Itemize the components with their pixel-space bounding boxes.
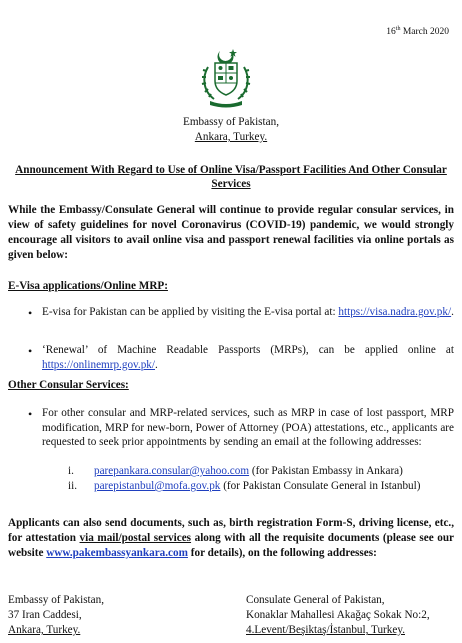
list-item: For other consular and MRP-related services, such as MRP in case of lost passport, MRP modification, MRP for new-born, Power of Attorney (POA) attestations, etc., applicants are requested to seek prior appointments by sending an email at the following addresses:: [42, 407, 454, 449]
section-title-evisa: E-Visa applications/Online MRP:: [8, 280, 168, 292]
email-number: ii.: [68, 480, 78, 492]
list-item: ‘Renewal’ of Machine Readable Passports (MRPs), can be applied online at https://onlinemrp.gov.pk/.: [42, 344, 454, 371]
section-title-consular: Other Consular Services:: [8, 379, 129, 391]
embassy-email-link[interactable]: parepankara.consular@yahoo.com: [94, 465, 250, 477]
intro-paragraph: While the Embassy/Consulate General will continue to provide regular consular services, in view of safety guidelines for novel Coronavirus (COVID-19) pandemic, we would strongly encourage all visitors to avail online visa and passport renewal facilities via online portals as given below:: [8, 204, 454, 261]
website-link[interactable]: www.pakembassyankara.com: [46, 547, 188, 559]
list-item: E-visa for Pakistan can be applied by visiting the E-visa portal at: https://visa.nadra.gov.pk/.: [42, 306, 454, 318]
applicants-paragraph: Applicants can also send documents, such as, birth registration Form-S, driving license, etc., for attestation via mail/postal services along with all the requisite documents (please see our website www.pakembassyankara.com for details), on the following addresses:: [8, 517, 455, 559]
bullet-icon: •: [28, 407, 33, 421]
evisa-portal-link[interactable]: https://visa.nadra.gov.pk/: [338, 306, 452, 318]
email-entry: parepankara.consular@yahoo.com (for Pakistan Embassy in Ankara): [94, 465, 403, 477]
consulate-email-link[interactable]: parepistanbul@mofa.gov.pk: [94, 480, 221, 492]
bullet-icon: •: [28, 306, 33, 320]
onlinemrp-link[interactable]: https://onlinemrp.gov.pk/: [42, 358, 156, 371]
sender-line-2: Ankara, Turkey.: [194, 131, 268, 143]
document-date: 16th March 2020: [386, 26, 449, 37]
consulate-address: Consulate General of Pakistan, Konaklar Mahallesi Akağaç Sokak No:2, 4.Levent/Beşiktaş/İstanbul, Turkey.: [246, 594, 430, 636]
embassy-address: Embassy of Pakistan, 37 Iran Caddesi, Ankara, Turkey.: [8, 594, 105, 636]
announcement-heading: Announcement With Regard to Use of Online Visa/Passport Facilities And Other Consular Services: [15, 164, 447, 190]
email-entry: parepistanbul@mofa.gov.pk (for Pakistan Consulate General in Istanbul): [94, 480, 421, 492]
email-number: i.: [68, 465, 74, 477]
state-emblem-icon: [200, 47, 252, 109]
bullet-icon: •: [28, 344, 33, 358]
sender-line-1: Embassy of Pakistan,: [182, 116, 280, 128]
